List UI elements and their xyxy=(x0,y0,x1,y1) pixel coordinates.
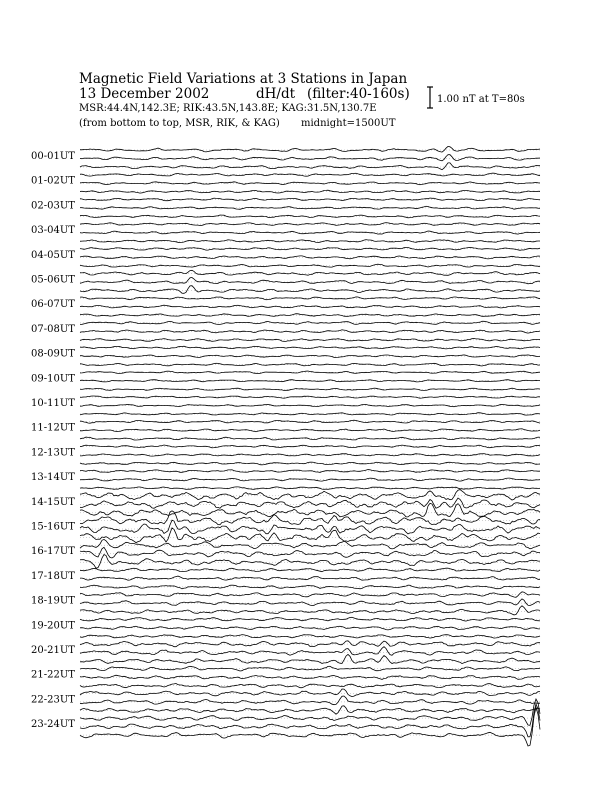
trace-MSR-08-09UT xyxy=(80,363,540,366)
trace-MSR-04-05UT xyxy=(80,264,540,267)
hour-row-11-12UT xyxy=(31,420,540,440)
trace-MSR-12-13UT xyxy=(80,462,540,465)
station-order-note: (from bottom to top, MSR, RIK, & KAG) xyxy=(79,118,280,129)
hour-row-23-24UT xyxy=(31,699,540,746)
trace-RIK-18-19UT xyxy=(80,599,540,606)
quantity-label: dH/dt xyxy=(256,86,296,102)
trace-KAG-22-23UT xyxy=(80,689,540,697)
trace-MSR-22-23UT xyxy=(80,706,540,714)
hour-row-09-10UT xyxy=(31,371,540,391)
trace-MSR-05-06UT xyxy=(80,286,540,294)
trace-RIK-22-23UT xyxy=(80,696,540,705)
hour-tick-label: 11-12UT xyxy=(31,422,75,434)
trace-RIK-14-15UT xyxy=(80,498,540,508)
hour-row-16-17UT xyxy=(31,539,540,568)
hour-tick-label: 07-08UT xyxy=(31,323,75,335)
trace-RIK-01-02UT xyxy=(80,182,540,185)
trace-MSR-20-21UT xyxy=(80,654,540,663)
hour-row-02-03UT xyxy=(31,198,540,218)
trace-RIK-03-04UT xyxy=(80,231,540,234)
trace-MSR-11-12UT xyxy=(80,437,540,440)
trace-KAG-10-11UT xyxy=(80,396,540,398)
hour-row-04-05UT xyxy=(31,248,540,268)
trace-KAG-08-09UT xyxy=(80,346,540,349)
trace-RIK-13-14UT xyxy=(80,478,540,481)
hour-row-17-18UT xyxy=(31,568,540,589)
hour-tick-label: 18-19UT xyxy=(31,595,75,607)
trace-MSR-00-01UT xyxy=(80,163,540,170)
trace-RIK-07-08UT xyxy=(80,330,540,333)
hour-row-12-13UT xyxy=(31,445,540,465)
hour-tick-label: 01-02UT xyxy=(31,175,75,187)
hour-tick-label: 08-09UT xyxy=(31,348,75,360)
hour-tick-label: 23-24UT xyxy=(31,719,75,731)
hour-tick-label: 15-16UT xyxy=(31,521,75,533)
scale-bar xyxy=(427,87,433,108)
trace-RIK-00-01UT xyxy=(80,155,540,161)
hour-row-21-22UT xyxy=(31,666,540,687)
trace-MSR-19-20UT xyxy=(80,635,540,639)
hour-row-22-23UT xyxy=(31,689,540,714)
hour-tick-label: 21-22UT xyxy=(31,669,75,681)
trace-RIK-04-05UT xyxy=(80,256,540,259)
hour-row-00-01UT xyxy=(31,146,540,169)
hour-row-13-14UT xyxy=(31,470,540,490)
filter-label: (filter:40-160s) xyxy=(307,86,410,102)
hour-tick-label: 09-10UT xyxy=(31,373,75,385)
trace-MSR-16-17UT xyxy=(80,555,540,569)
hour-tick-label: 00-01UT xyxy=(31,151,75,162)
hour-tick-label: 06-07UT xyxy=(31,299,75,311)
hour-tick-label: 10-11UT xyxy=(31,398,75,409)
trace-KAG-17-18UT xyxy=(80,568,540,572)
scale-bar-label: 1.00 nT at T=80s xyxy=(437,94,525,105)
hour-tick-label: 19-20UT xyxy=(31,620,75,632)
hour-tick-label: 17-18UT xyxy=(31,570,75,582)
midnight-note: midnight=1500UT xyxy=(301,118,396,129)
hour-tick-label: 13-14UT xyxy=(31,472,75,484)
trace-MSR-13-14UT xyxy=(80,487,540,490)
hour-row-19-20UT xyxy=(31,617,540,638)
trace-RIK-17-18UT xyxy=(80,576,540,580)
hour-row-15-16UT xyxy=(31,511,540,543)
hour-row-03-04UT xyxy=(31,223,540,243)
trace-KAG-12-13UT xyxy=(80,445,540,448)
hour-row-18-19UT xyxy=(31,592,540,615)
trace-RIK-20-21UT xyxy=(80,647,540,656)
hour-row-20-21UT xyxy=(31,641,540,664)
hour-tick-label: 14-15UT xyxy=(31,496,75,508)
trace-KAG-00-01UT xyxy=(80,146,540,152)
hour-tick-label: 05-06UT xyxy=(31,274,75,286)
hour-tick-label: 02-03UT xyxy=(31,200,75,212)
trace-RIK-16-17UT xyxy=(80,547,540,558)
chart-date: 13 December 2002 xyxy=(79,86,210,102)
trace-RIK-10-11UT xyxy=(80,404,540,406)
trace-KAG-16-17UT xyxy=(80,539,540,549)
trace-KAG-04-05UT xyxy=(80,248,540,251)
hour-row-08-09UT xyxy=(31,346,540,366)
trace-KAG-14-15UT xyxy=(80,490,540,500)
trace-MSR-06-07UT xyxy=(80,314,540,317)
trace-KAG-18-19UT xyxy=(80,592,540,598)
hour-tick-label: 22-23UT xyxy=(31,694,75,706)
hour-row-07-08UT xyxy=(31,321,540,341)
trace-KAG-01-02UT xyxy=(80,173,540,176)
trace-KAG-13-14UT xyxy=(80,470,540,473)
trace-KAG-23-24UT xyxy=(80,699,540,725)
station-coordinates: MSR:44.4N,142.3E; RIK:43.5N,143.8E; KAG:31.5N,130.7E xyxy=(79,103,377,114)
chart-title: Magnetic Field Variations at 3 Stations in Japan xyxy=(79,71,408,87)
hour-tick-label: 20-21UT xyxy=(31,645,75,656)
hour-row-06-07UT xyxy=(31,297,540,317)
trace-KAG-09-10UT xyxy=(80,371,540,374)
hour-row-01-02UT xyxy=(31,173,540,193)
trace-RIK-05-06UT xyxy=(80,278,540,284)
hour-tick-label: 16-17UT xyxy=(31,546,75,558)
hour-row-05-06UT xyxy=(31,270,540,293)
hour-row-14-15UT xyxy=(31,490,540,517)
hour-tick-label: 04-05UT xyxy=(31,249,75,261)
trace-KAG-11-12UT xyxy=(80,420,540,423)
trace-MSR-15-16UT xyxy=(80,528,540,543)
trace-RIK-19-20UT xyxy=(80,626,540,630)
hour-row-10-11UT xyxy=(31,396,540,415)
trace-KAG-20-21UT xyxy=(80,641,540,647)
trace-MSR-17-18UT xyxy=(80,585,540,589)
hour-tick-label: 12-13UT xyxy=(31,447,75,459)
trace-KAG-05-06UT xyxy=(80,270,540,275)
hour-tick-label: 03-04UT xyxy=(31,225,75,237)
trace-MSR-18-19UT xyxy=(80,606,540,615)
